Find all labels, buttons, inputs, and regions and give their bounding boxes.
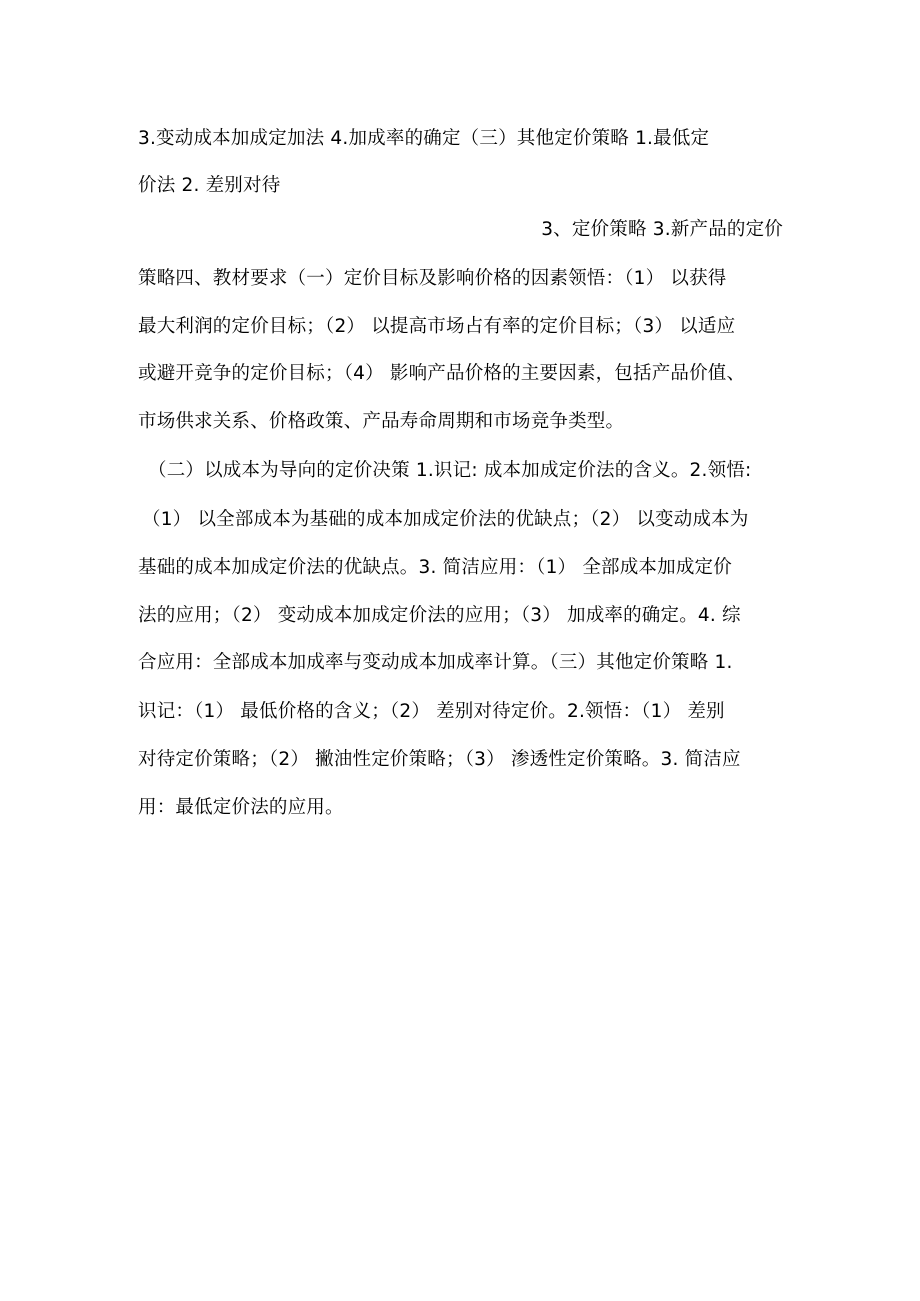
text-line-13: 识记：（1） 最低价格的含义；（2） 差别对待定价。2.领悟：（1） 差别 — [138, 701, 725, 722]
text-line-2: 价法 2. 差别对待 — [138, 175, 281, 196]
text-line-8: （二）以成本为导向的定价决策 1.识记: 成本加成定价法的含义。2.领悟: — [148, 460, 752, 481]
text-line-12: 合应用：全部成本加成率与变动成本加成率计算。（三）其他定价策略 1. — [138, 652, 733, 673]
text-line-14: 对待定价策略；（2） 撇油性定价策略；（3） 渗透性定价策略。3. 简洁应 — [138, 749, 741, 770]
text-line-9: （1） 以全部成本为基础的成本加成定价法的优缺点；（2） 以变动成本为 — [142, 509, 749, 530]
text-line-4: 策略四、教材要求（一）定价目标及影响价格的因素领悟：（1） 以获得 — [138, 268, 727, 289]
text-line-11: 法的应用；（2） 变动成本加成定价法的应用；（3） 加成率的确定。4. 综 — [138, 605, 741, 626]
text-line-15: 用：最低定价法的应用。 — [138, 797, 344, 818]
text-line-7: 市场供求关系、价格政策、产品寿命周期和市场竞争类型。 — [138, 411, 625, 432]
text-line-6: 或避开竞争的定价目标；（4） 影响产品价格的主要因素，包括产品价值、 — [138, 363, 746, 384]
text-line-3: 3、定价策略 3.新产品的定价 — [541, 219, 783, 240]
text-line-10: 基础的成本加成定价法的优缺点。3. 简洁应用：（1） 全部成本加成定价 — [138, 557, 732, 578]
text-line-5: 最大利润的定价目标；（2） 以提高市场占有率的定价目标；（3） 以适应 — [138, 316, 736, 337]
text-line-1: 3.变动成本加成定加法 4.加成率的确定（三）其他定价策略 1.最低定 — [138, 128, 710, 149]
